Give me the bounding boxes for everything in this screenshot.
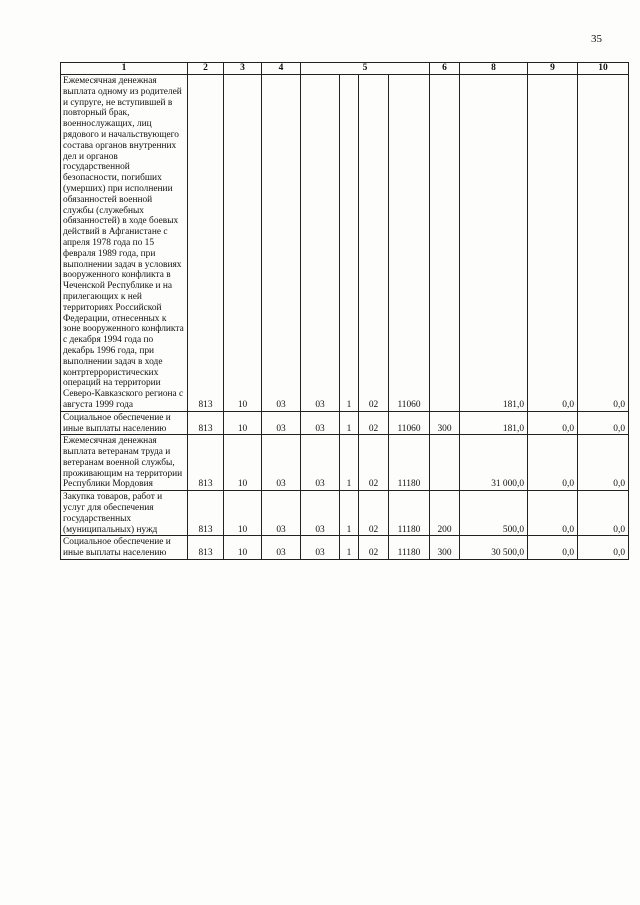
cell-col-5a: 03 xyxy=(301,491,340,536)
cell-col-8: 181,0 xyxy=(460,411,528,435)
cell-col-9: 0,0 xyxy=(528,435,578,491)
cell-col-5b: 1 xyxy=(340,75,359,412)
row-description: Ежемесячная денежная выплата одному из родителей и супруге, не вступившей в повторный брак, военнослужащих, лиц рядового и начальствующего состава органов внутренних дел и органов государственной безопасности, погибших (умерших) при исполнении обязанностей военной службы (служебных обязанностей) в ходе боевых действий в Афганистане с апреля 1978 года по 15 февраля 1989 года, при выполнении задач в условиях вооруженного конфликта в Чеченской Республике и на прилегающих к ней территориях Российской Федерации, отнесенных к зоне вооруженного конфликта с декабря 1994 года по декабрь 1996 года, при выполнении задач в ходе контртеррористических операций на территории Северо-Кавказского региона с августа 1999 года xyxy=(61,75,188,412)
cell-col-5c: 02 xyxy=(359,435,389,491)
cell-col-5b: 1 xyxy=(340,435,359,491)
cell-col-4: 03 xyxy=(262,411,301,435)
cell-col-9: 0,0 xyxy=(528,411,578,435)
cell-col-5d: 11060 xyxy=(389,411,430,435)
cell-col-8: 30 500,0 xyxy=(460,536,528,560)
table-row xyxy=(61,435,629,491)
cell-col-5b: 1 xyxy=(340,411,359,435)
header-row xyxy=(61,63,629,75)
cell-col-3: 10 xyxy=(224,411,262,435)
table-row xyxy=(61,536,629,560)
cell-col-9: 0,0 xyxy=(528,536,578,560)
cell-col-8: 181,0 xyxy=(460,75,528,412)
cell-col-9: 0,0 xyxy=(528,75,578,412)
cell-col-2: 813 xyxy=(188,75,224,412)
cell-col-9: 0,0 xyxy=(528,491,578,536)
table-row xyxy=(61,411,629,435)
cell-col-3: 10 xyxy=(224,435,262,491)
cell-col-3: 10 xyxy=(224,536,262,560)
cell-col-4: 03 xyxy=(262,75,301,412)
cell-col-10: 0,0 xyxy=(578,75,629,412)
cell-col-10: 0,0 xyxy=(578,411,629,435)
cell-col-2: 813 xyxy=(188,435,224,491)
cell-col-5d: 11180 xyxy=(389,491,430,536)
cell-col-6: 200 xyxy=(430,491,460,536)
cell-col-10: 0,0 xyxy=(578,491,629,536)
cell-col-5b: 1 xyxy=(340,536,359,560)
column-header-9: 9 xyxy=(528,63,578,75)
cell-col-5c: 02 xyxy=(359,536,389,560)
column-header-6: 6 xyxy=(430,63,460,75)
cell-col-6 xyxy=(430,75,460,412)
row-description: Закупка товаров, работ и услуг для обеспечения государственных (муниципальных) нужд xyxy=(61,491,188,536)
cell-col-5d: 11180 xyxy=(389,536,430,560)
cell-col-5a: 03 xyxy=(301,435,340,491)
column-header-3: 3 xyxy=(224,63,262,75)
column-header-10: 10 xyxy=(578,63,629,75)
table-row xyxy=(61,75,629,412)
cell-col-10: 0,0 xyxy=(578,435,629,491)
row-description: Социальное обеспечение и иные выплаты населению xyxy=(61,411,188,435)
column-header-5: 5 xyxy=(301,63,430,75)
cell-col-5c: 02 xyxy=(359,75,389,412)
row-description: Ежемесячная денежная выплата ветеранам труда и ветеранам военной службы, проживающим на территории Республики Мордовия xyxy=(61,435,188,491)
cell-col-8: 500,0 xyxy=(460,491,528,536)
cell-col-6: 300 xyxy=(430,411,460,435)
cell-col-5a: 03 xyxy=(301,411,340,435)
cell-col-6: 300 xyxy=(430,536,460,560)
cell-col-5d: 11180 xyxy=(389,435,430,491)
cell-col-3: 10 xyxy=(224,491,262,536)
column-header-4: 4 xyxy=(262,63,301,75)
column-header-8: 8 xyxy=(460,63,528,75)
cell-col-2: 813 xyxy=(188,536,224,560)
cell-col-2: 813 xyxy=(188,491,224,536)
column-header-2: 2 xyxy=(188,63,224,75)
budget-table xyxy=(60,62,629,560)
column-header-1: 1 xyxy=(61,63,188,75)
cell-col-4: 03 xyxy=(262,435,301,491)
cell-col-8: 31 000,0 xyxy=(460,435,528,491)
cell-col-6 xyxy=(430,435,460,491)
table-row xyxy=(61,491,629,536)
cell-col-2: 813 xyxy=(188,411,224,435)
cell-col-5c: 02 xyxy=(359,491,389,536)
cell-col-5a: 03 xyxy=(301,75,340,412)
row-description: Социальное обеспечение и иные выплаты населению xyxy=(61,536,188,560)
cell-col-5c: 02 xyxy=(359,411,389,435)
cell-col-4: 03 xyxy=(262,536,301,560)
cell-col-5b: 1 xyxy=(340,491,359,536)
cell-col-4: 03 xyxy=(262,491,301,536)
cell-col-5a: 03 xyxy=(301,536,340,560)
cell-col-5d: 11060 xyxy=(389,75,430,412)
cell-col-10: 0,0 xyxy=(578,536,629,560)
page-number: 35 xyxy=(591,33,602,45)
cell-col-3: 10 xyxy=(224,75,262,412)
